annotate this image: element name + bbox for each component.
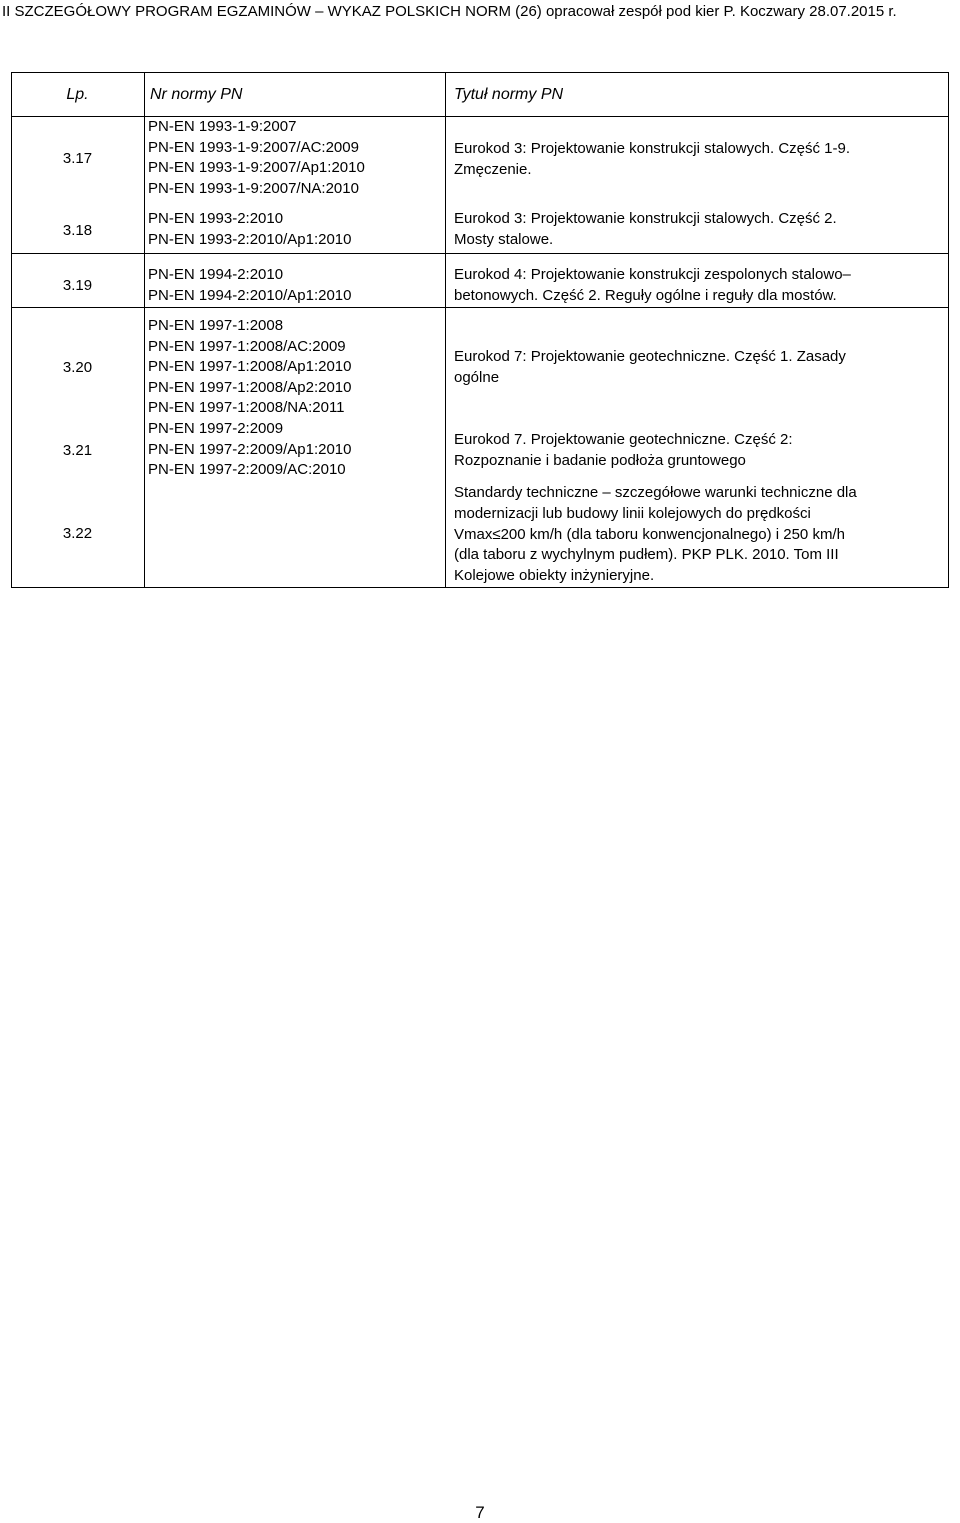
norm-title: Eurokod 7: Projektowanie geotechniczne. Część 1. Zasady ogólne xyxy=(454,348,846,386)
norm-number: PN-EN 1994-2:2010 xyxy=(148,266,284,283)
norm-number: PN-EN 1994-2:2010/Ap1:2010 xyxy=(148,286,352,304)
document-header: II SZCZEGÓŁOWY PROGRAM EGZAMINÓW – WYKAZ POLSKICH NORM (26) opracował zespół pod kier P. Koczwary 28.07.2015 r. xyxy=(2,3,897,20)
norm-number: PN-EN 1997-2:2009/AC:2010 xyxy=(148,461,346,478)
norm-number: PN-EN 1997-2:2009 xyxy=(148,420,284,437)
norm-title: Eurokod 4: Projektowanie konstrukcji zespolonych stalowo– betonowych. Część 2. Reguły ogólne i reguły dla mostów. xyxy=(454,266,851,304)
column-divider-lp xyxy=(144,73,145,587)
norm-title: Eurokod 3: Projektowanie konstrukcji stalowych. Część 2. Mosty stalowe. xyxy=(454,210,837,248)
row-lp: 3.18 xyxy=(62,222,93,239)
column-header-lp: Lp. xyxy=(66,86,89,103)
column-header-norm-number: Nr normy PN xyxy=(150,86,243,103)
norm-number: PN-EN 1993-1-9:2007 xyxy=(148,118,297,135)
row-lp: 3.17 xyxy=(62,150,93,167)
norm-number: PN-EN 1997-2:2009/Ap1:2010 xyxy=(148,440,352,458)
row-lp: 3.21 xyxy=(62,442,93,459)
norms-table xyxy=(11,72,949,588)
norm-number: PN-EN 1993-1-9:2007/AC:2009 xyxy=(148,138,359,156)
norm-number: PN-EN 1997-1:2008/NA:2011 xyxy=(148,399,345,416)
page-number: 7 xyxy=(475,1503,485,1522)
norm-number-list xyxy=(148,117,365,199)
norm-number: PN-EN 1997-1:2008 xyxy=(148,317,284,334)
norm-number: PN-EN 1997-1:2008/Ap2:2010 xyxy=(148,378,352,396)
row-lp: 3.22 xyxy=(62,525,93,542)
norm-number-list xyxy=(148,419,351,481)
norm-title: Standardy techniczne – szczegółowe warunki techniczne dla modernizacji lub budowy linii kolejowych do prędkości Vmax≤200 km/h (dla taboru konwencjonalnego) i 250 km/h (dla taboru z wychylnym pudłem). PKP PLK. 2010. Tom III Kolejowe obiekty inżynieryjne. xyxy=(454,484,857,585)
row-lp: 3.19 xyxy=(62,277,93,294)
row-divider xyxy=(12,307,948,308)
row-divider xyxy=(12,253,948,254)
norm-number: PN-EN 1997-1:2008/Ap1:2010 xyxy=(148,358,352,375)
norm-number-list xyxy=(148,265,351,306)
column-divider-norm xyxy=(445,73,446,587)
norm-number: PN-EN 1993-2:2010 xyxy=(148,210,284,227)
column-header-norm-title: Tytuł normy PN xyxy=(454,86,564,103)
norm-title: Eurokod 3: Projektowanie konstrukcji stalowych. Część 1-9. Zmęczenie. xyxy=(454,140,851,178)
norm-number: PN-EN 1993-1-9:2007/Ap1:2010 xyxy=(148,159,365,176)
norm-title: Eurokod 7. Projektowanie geotechniczne. Część 2: Rozpoznanie i badanie podłoża gruntowego xyxy=(454,431,793,469)
norm-number: PN-EN 1997-1:2008/AC:2009 xyxy=(148,337,346,355)
norm-number-list xyxy=(148,316,351,419)
norm-number: PN-EN 1993-2:2010/Ap1:2010 xyxy=(148,230,352,248)
norm-number: PN-EN 1993-1-9:2007/NA:2010 xyxy=(148,179,359,197)
norm-number-list xyxy=(148,209,351,250)
row-lp: 3.20 xyxy=(62,359,93,376)
